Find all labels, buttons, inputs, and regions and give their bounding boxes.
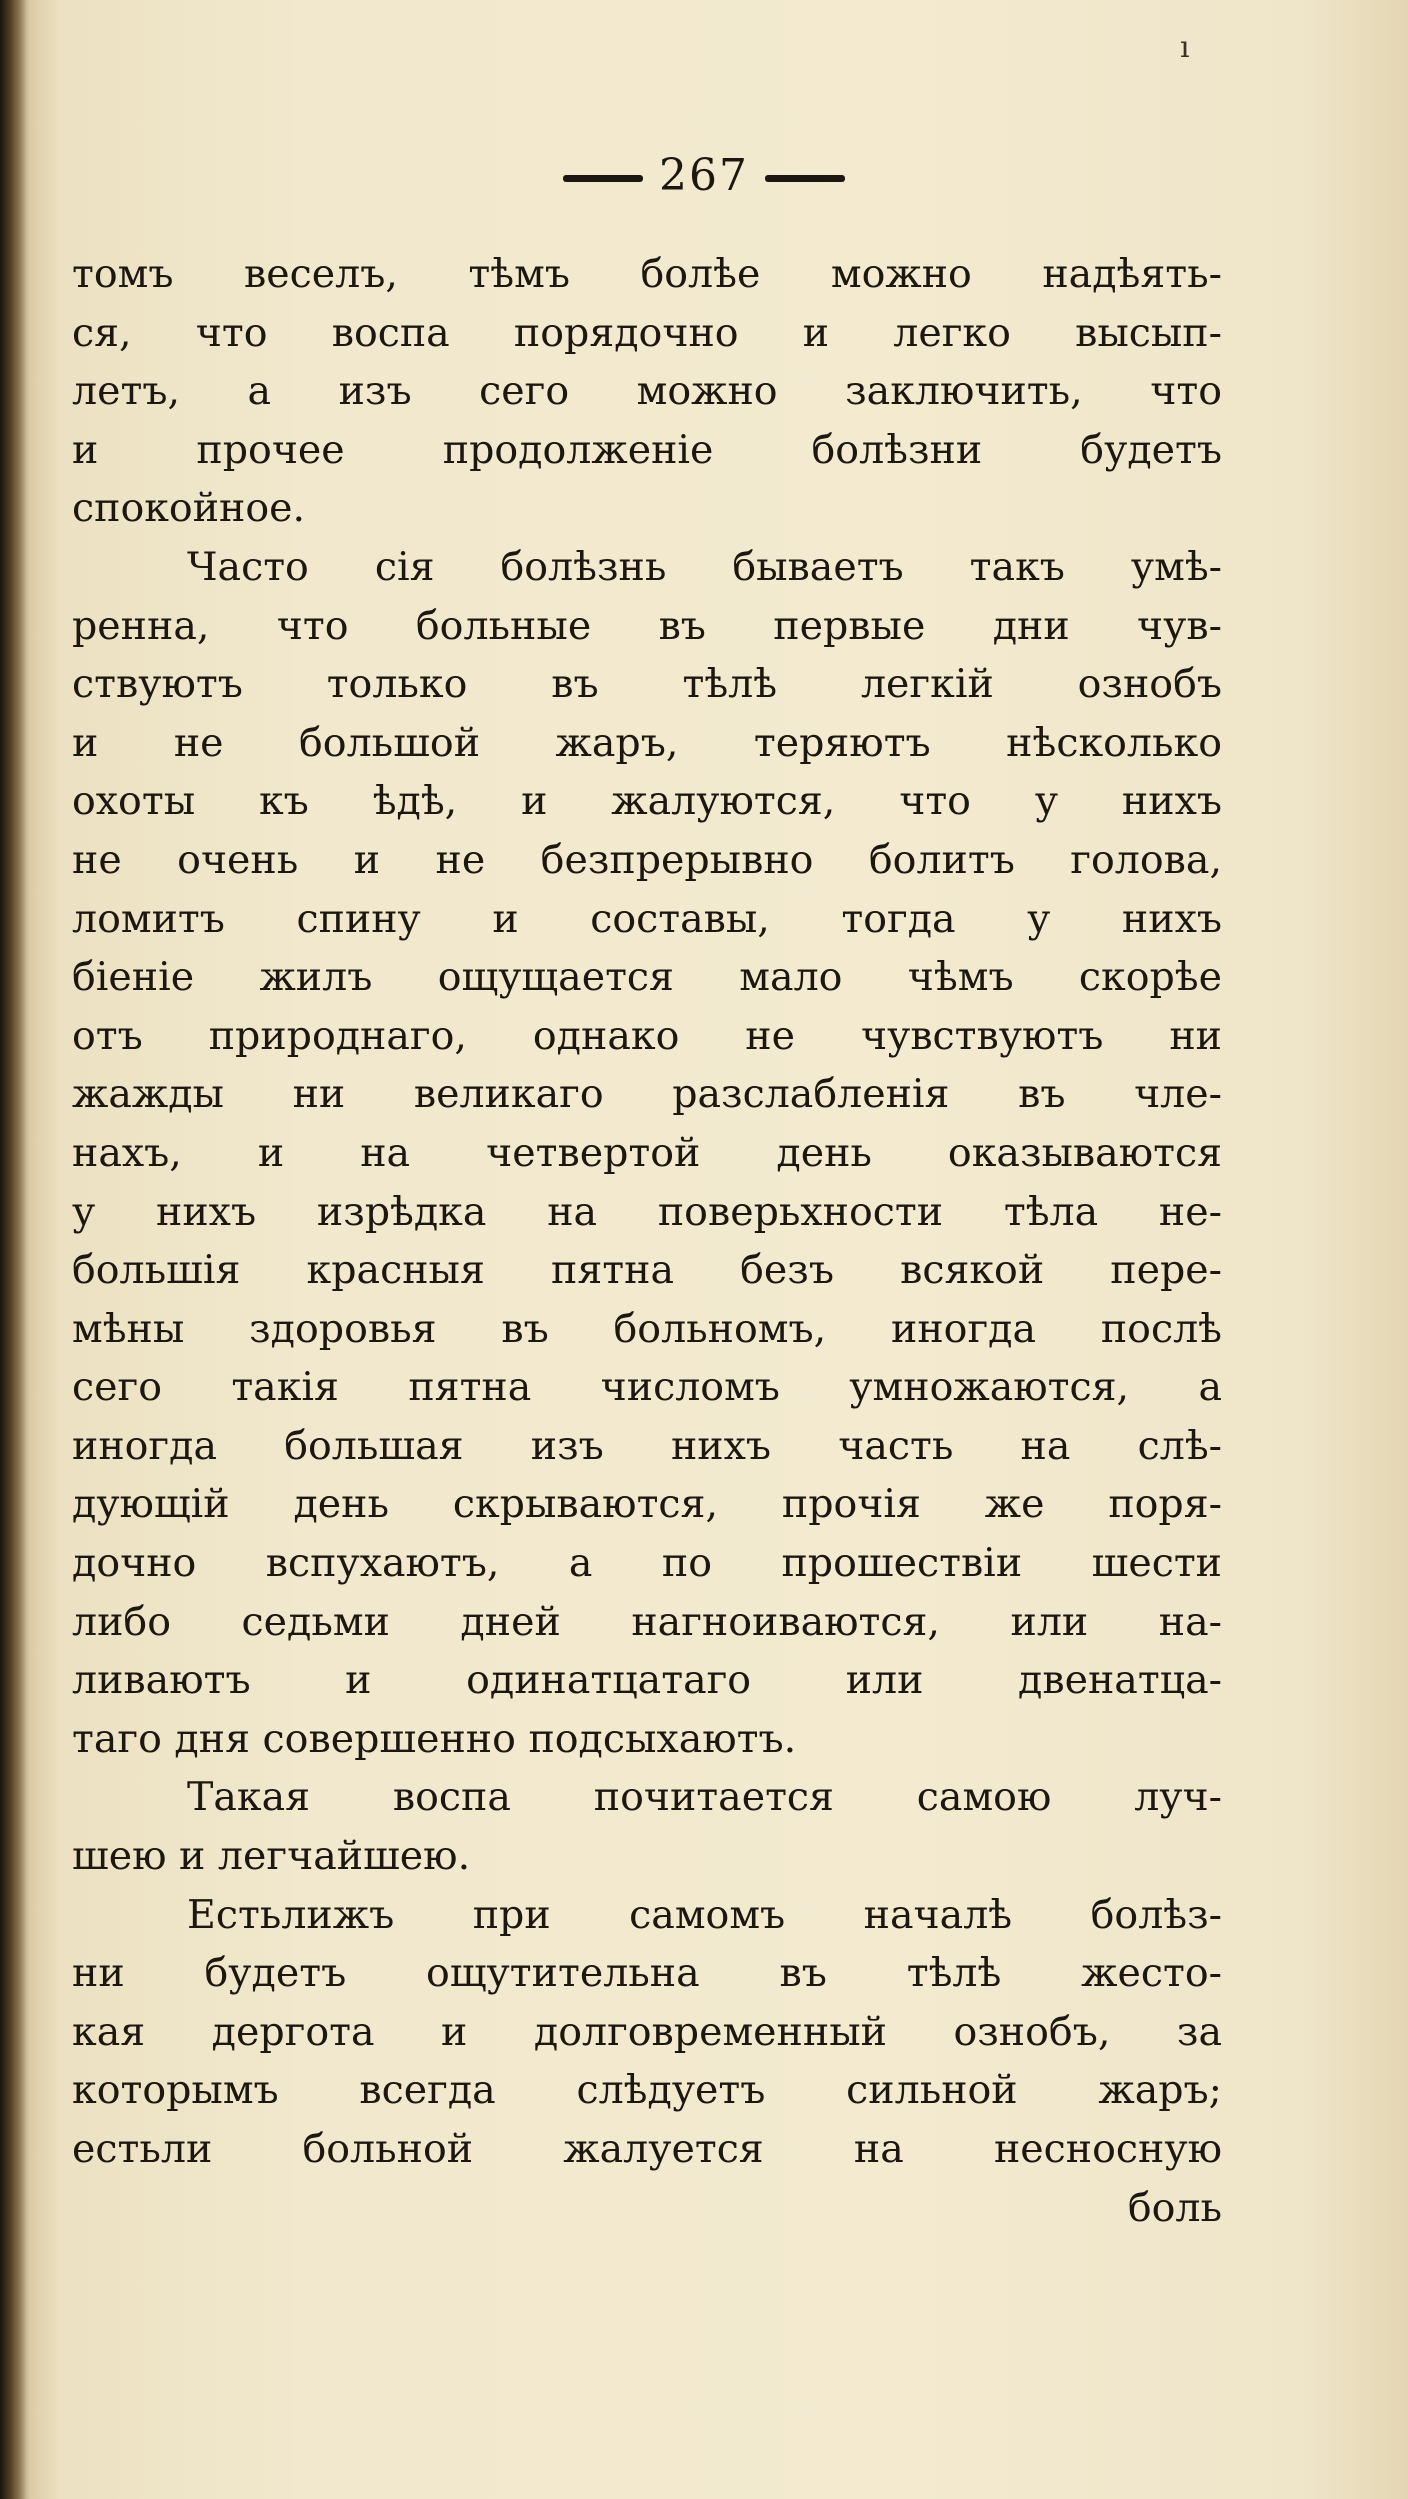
text-line: Часто сія болѣзнь бываетъ такъ умѣ- xyxy=(187,543,1222,590)
text-line: не очень и не безпрерывно болитъ голова, xyxy=(72,836,1222,883)
text-line: иногда большая изъ нихъ часть на слѣ- xyxy=(72,1422,1222,1469)
text-line: дочно вспухаютъ, а по прошествіи шести xyxy=(72,1540,1222,1587)
text-line: ренна, что больные въ первые дни чув- xyxy=(72,602,1222,649)
text-line: Такая воспа почитается самою луч- xyxy=(187,1774,1222,1821)
text-line: летъ, а изъ сего можно заключить, что xyxy=(72,368,1222,415)
text-line: шею и легчайшею. xyxy=(72,1833,471,1880)
margin-mark: ı xyxy=(1180,30,1190,65)
header-dash-left xyxy=(563,175,643,182)
text-line: охоты къ ѣдѣ, и жалуются, что у нихъ xyxy=(72,778,1222,825)
text-line: спокойное. xyxy=(72,485,306,532)
text-line: ломитъ спину и составы, тогда у нихъ xyxy=(72,895,1222,942)
text-line: и не большой жаръ, теряютъ нѣсколько xyxy=(72,719,1222,766)
text-line: и прочее продолженіе болѣзни будетъ xyxy=(72,426,1222,473)
text-line: отъ природнаго, однако не чувствуютъ ни xyxy=(72,1012,1222,1059)
text-line: которымъ всегда слѣдуетъ сильной жаръ; xyxy=(72,2067,1222,2114)
text-line: ствуютъ только въ тѣлѣ легкій ознобъ xyxy=(72,661,1222,708)
text-line: жажды ни великаго разслабленія въ чле- xyxy=(72,1071,1222,1118)
header-dash-right xyxy=(765,175,845,182)
page-gutter-shadow xyxy=(0,0,30,2499)
text-line: кая дергота и долговременный ознобъ, за xyxy=(72,2008,1222,2055)
page-number: 267 xyxy=(659,150,749,201)
page-body-text xyxy=(72,245,1222,2237)
text-line: нахъ, и на четвертой день оказываются xyxy=(72,1129,1222,1176)
text-line: естьли больной жалуется на несносную xyxy=(72,2126,1222,2172)
text-line: таго дня совершенно подсыхаютъ. xyxy=(72,1715,797,1762)
page-header xyxy=(0,150,1408,201)
text-line: либо седьми дней нагноиваются, или на- xyxy=(72,1598,1222,1645)
text-line: дующій день скрываются, прочія же поря- xyxy=(72,1481,1222,1528)
text-line: сего такія пятна числомъ умножаются, а xyxy=(72,1364,1222,1411)
text-line: большія красныя пятна безъ всякой пере- xyxy=(72,1247,1222,1294)
text-line: у нихъ изрѣдка на поверьхности тѣла не- xyxy=(72,1188,1222,1235)
catchword: боль xyxy=(1127,2184,1222,2231)
text-line: ливаютъ и одинатцатаго или двенатца- xyxy=(72,1657,1222,1704)
text-line: томъ веселъ, тѣмъ болѣе можно надѣять- xyxy=(72,251,1222,297)
text-line: ни будетъ ощутительна въ тѣлѣ жесто- xyxy=(72,1950,1222,1997)
text-line: мѣны здоровья въ больномъ, иногда послѣ xyxy=(72,1305,1222,1352)
text-line: біеніе жилъ ощущается мало чѣмъ скорѣе xyxy=(72,954,1222,1001)
text-line: Естьлижъ при самомъ началѣ болѣз- xyxy=(187,1891,1222,1938)
text-line: ся, что воспа порядочно и легко высып- xyxy=(72,309,1222,356)
